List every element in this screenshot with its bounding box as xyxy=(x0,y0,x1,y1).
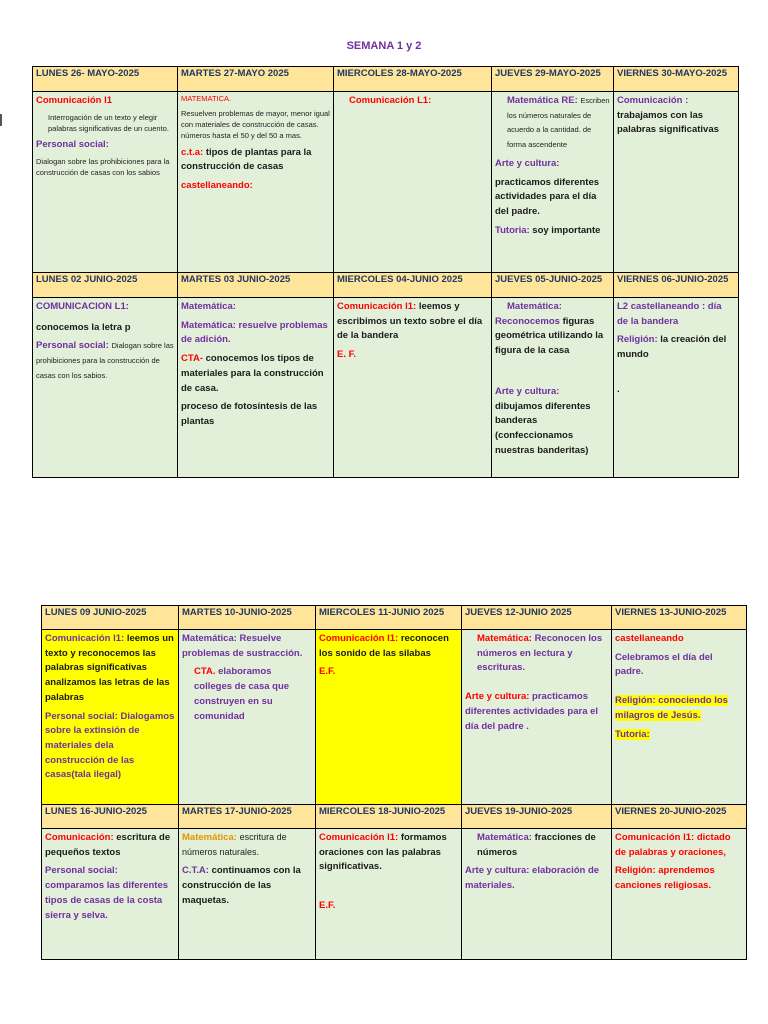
subject-label: Matemática: xyxy=(477,832,532,843)
header-cell: MIERCOLES 18-JUNIO-2025 xyxy=(316,805,462,829)
subject-label: Matemática: xyxy=(181,301,236,312)
margin-mark xyxy=(0,114,2,126)
activity-text: Dialogan sobre las prohibiciones para la construcción de casas con los sabios xyxy=(36,157,170,178)
activity-text: soy importante xyxy=(532,224,601,236)
header-cell: MARTES 17-JUNIO-2025 xyxy=(179,805,316,829)
table-header-row xyxy=(33,273,739,298)
header-cell: LUNES 02 JUNIO-2025 xyxy=(33,273,178,298)
subject-label: CTA- xyxy=(181,353,203,365)
subject-label: Personal social: xyxy=(36,340,109,352)
subject-label: Arte y cultura: xyxy=(495,157,560,169)
table-header-row xyxy=(33,67,739,92)
header-cell: MIERCOLES 28-MAYO-2025 xyxy=(334,67,492,92)
activity-text: practicamos diferentes actividades para el día del padre . xyxy=(465,691,599,732)
cell-jueves xyxy=(492,298,614,478)
subject-label: Comunicación l1: xyxy=(319,832,399,843)
subject-label: castellaneando xyxy=(615,633,684,644)
cell-martes xyxy=(179,630,316,805)
activity-text: Dialogan sobre las prohibiciones para la construcción de casas con los sabios. xyxy=(36,341,174,380)
activity-text: conocemos los tipos de materiales para la construcción de casa. xyxy=(181,353,324,394)
cell-martes xyxy=(178,92,334,273)
cell-jueves xyxy=(492,92,614,273)
cell-martes xyxy=(178,298,334,478)
activity-text: tipos de plantas para la construcción de casas xyxy=(181,146,312,173)
subject-label: Personal social: comparamos las diferentes tipos de casas de la costa sierra y selva. xyxy=(45,865,169,921)
subject-label: Comunicación l1 xyxy=(36,95,113,106)
subject-label: Comunicación L1: xyxy=(349,95,432,106)
subject-label: Arte y cultura: xyxy=(465,691,530,703)
schedule-table-weeks-3-4 xyxy=(41,605,747,960)
header-cell: JUEVES 29-MAYO-2025 xyxy=(492,67,614,92)
activity-text: reconocen los sonido de las silabas xyxy=(319,633,449,659)
table-row xyxy=(42,829,747,960)
table-row xyxy=(42,630,747,805)
subject-label: E.F. xyxy=(319,666,336,678)
header-cell: VIERNES 13-JUNIO-2025 xyxy=(612,606,747,630)
page-title: SEMANA 1 y 2 xyxy=(346,40,422,52)
subject-label: Tutoria: xyxy=(615,728,650,740)
subject-label: COMUNICACION L1: xyxy=(36,301,129,312)
subject-label: E.F. xyxy=(319,900,336,912)
header-cell: VIERNES 30-MAYO-2025 xyxy=(614,67,739,92)
header-cell: JUEVES 12-JUNIO 2025 xyxy=(462,606,612,630)
cell-lunes xyxy=(42,630,179,805)
activity-text: leemos un texto y reconocemos las palabras significativas analizamos las letras de las palabras xyxy=(45,633,174,703)
header-cell: LUNES 26- MAYO-2025 xyxy=(33,67,178,92)
table-header-row xyxy=(42,606,747,630)
activity-text: Celebramos el día del padre. xyxy=(615,651,713,678)
subject-label: c.t.a: xyxy=(181,146,204,158)
activity-text: escritura de números naturales. xyxy=(182,832,287,857)
cell-miercoles xyxy=(334,92,492,273)
header-cell: JUEVES 05-JUNIO-2025 xyxy=(492,273,614,298)
subject-label: Comunicación l1: xyxy=(319,633,399,644)
activity-text: Resuelven problemas de mayor, menor igual con materiales de construcción de casas. números hasta el 50 y del 50 a mas. xyxy=(181,108,330,140)
subject-label: Religión: xyxy=(617,334,658,346)
subject-label: Tutoria: xyxy=(495,224,530,236)
subject-label: Comunicación l1: xyxy=(45,633,125,644)
subject-label: Matemática RE: xyxy=(507,95,578,106)
subject-label: Comunicación l1: dictado de palabras y oraciones, xyxy=(615,832,731,858)
activity-text: elaboramos colleges de casa que construyen en su comunidad xyxy=(194,666,290,722)
subject-label: C.T.A: xyxy=(182,865,209,877)
table-row xyxy=(33,92,739,273)
cell-lunes xyxy=(33,92,178,273)
subject-label: Religión: aprendemos canciones religiosas. xyxy=(615,865,715,892)
schedule-table-weeks-1-2 xyxy=(32,66,739,478)
table-row xyxy=(33,298,739,478)
activity-text: Escriben los números naturales de acuerdo a la cantidad. de forma ascendente xyxy=(507,96,610,150)
activity-text: figuras geométrica utilizando la figura de la casa xyxy=(495,315,604,357)
activity-text: trabajamos con las palabras significativas xyxy=(617,109,719,136)
activity-text: fracciones de números xyxy=(477,832,596,858)
subject-label: Arte y cultura: elaboración de materiales. xyxy=(465,865,600,892)
subject-label: MATEMATICA. xyxy=(181,94,232,103)
cell-lunes xyxy=(33,298,178,478)
subject-label: Personal social: xyxy=(36,139,109,151)
cell-miercoles xyxy=(316,829,462,960)
subject-label: Personal social: Dialogamos sobre la extinsión de materiales dela construcción de las casas(tala ilegal) xyxy=(45,710,175,781)
header-cell: MIERCOLES 04-JUNIO 2025 xyxy=(334,273,492,298)
subject-label: Matemática: xyxy=(507,301,562,312)
subject-label: Comunicación l1: xyxy=(337,301,417,312)
subject-label: Comunicación: xyxy=(45,832,114,843)
header-cell: JUEVES 19-JUNIO-2025 xyxy=(462,805,612,829)
cell-martes xyxy=(179,829,316,960)
subject-label: Matemática: xyxy=(477,633,532,644)
cell-lunes xyxy=(42,829,179,960)
cell-jueves xyxy=(462,630,612,805)
subject-label: Matemática: resuelve problemas de adición. xyxy=(181,319,328,346)
activity-text: proceso de fotosíntesis de las plantas xyxy=(181,401,318,428)
header-cell: LUNES 16-JUNIO-2025 xyxy=(42,805,179,829)
header-cell: MIERCOLES 11-JUNIO 2025 xyxy=(316,606,462,630)
activity-text: Reconocen los números en lectura y escrituras. xyxy=(477,633,603,674)
subject-label: Matemática: xyxy=(182,832,237,843)
subject-label: Arte y cultura: xyxy=(495,385,560,397)
activity-text: dibujamos diferentes banderas (confeccionamos nuestras banderitas) xyxy=(495,400,591,456)
header-cell: LUNES 09 JUNIO-2025 xyxy=(42,606,179,630)
activity-text: leemos y escribimos un texto sobre el día de la bandera xyxy=(337,301,483,342)
header-cell: VIERNES 06-JUNIO-2025 xyxy=(614,273,739,298)
activity-text: . xyxy=(617,383,620,395)
cell-viernes xyxy=(612,630,747,805)
activity-text: continuamos con la construcción de las maquetas. xyxy=(182,865,301,906)
subject-label: castellaneando: xyxy=(181,179,253,191)
subject-label: Reconocemos xyxy=(495,315,560,327)
cell-viernes xyxy=(614,298,739,478)
subject-label: Matemática: Resuelve problemas de sustracción. xyxy=(182,633,303,659)
cell-viernes xyxy=(614,92,739,273)
subject-label: E. F. xyxy=(337,349,357,361)
header-cell: MARTES 03 JUNIO-2025 xyxy=(178,273,334,298)
activity-text: conocemos la letra p xyxy=(36,321,131,333)
activity-text: formamos oraciones con las palabras significativas. xyxy=(319,832,447,873)
header-cell: MARTES 10-JUNIO-2025 xyxy=(179,606,316,630)
cell-viernes xyxy=(612,829,747,960)
activity-text: Interrogación de un texto y elegir palabras significativas de un cuento. xyxy=(48,112,169,133)
subject-label: L2 castellaneando : día de la bandera xyxy=(617,301,722,327)
activity-text: practicamos diferentes actividades para el día del padre. xyxy=(495,176,600,218)
cell-jueves xyxy=(462,829,612,960)
activity-text: escritura de pequeños textos xyxy=(45,832,171,858)
subject-label: Comunicación : xyxy=(617,95,689,106)
activity-text: la creación del mundo xyxy=(617,334,727,361)
subject-label: Religión: conociendo los milagros de Jesús. xyxy=(615,695,728,721)
header-cell: VIERNES 20-JUNIO-2025 xyxy=(612,805,747,829)
table-header-row xyxy=(42,805,747,829)
cell-miercoles xyxy=(334,298,492,478)
subject-label: CTA. xyxy=(194,666,216,678)
cell-miercoles xyxy=(316,630,462,805)
header-cell: MARTES 27-MAYO 2025 xyxy=(178,67,334,92)
